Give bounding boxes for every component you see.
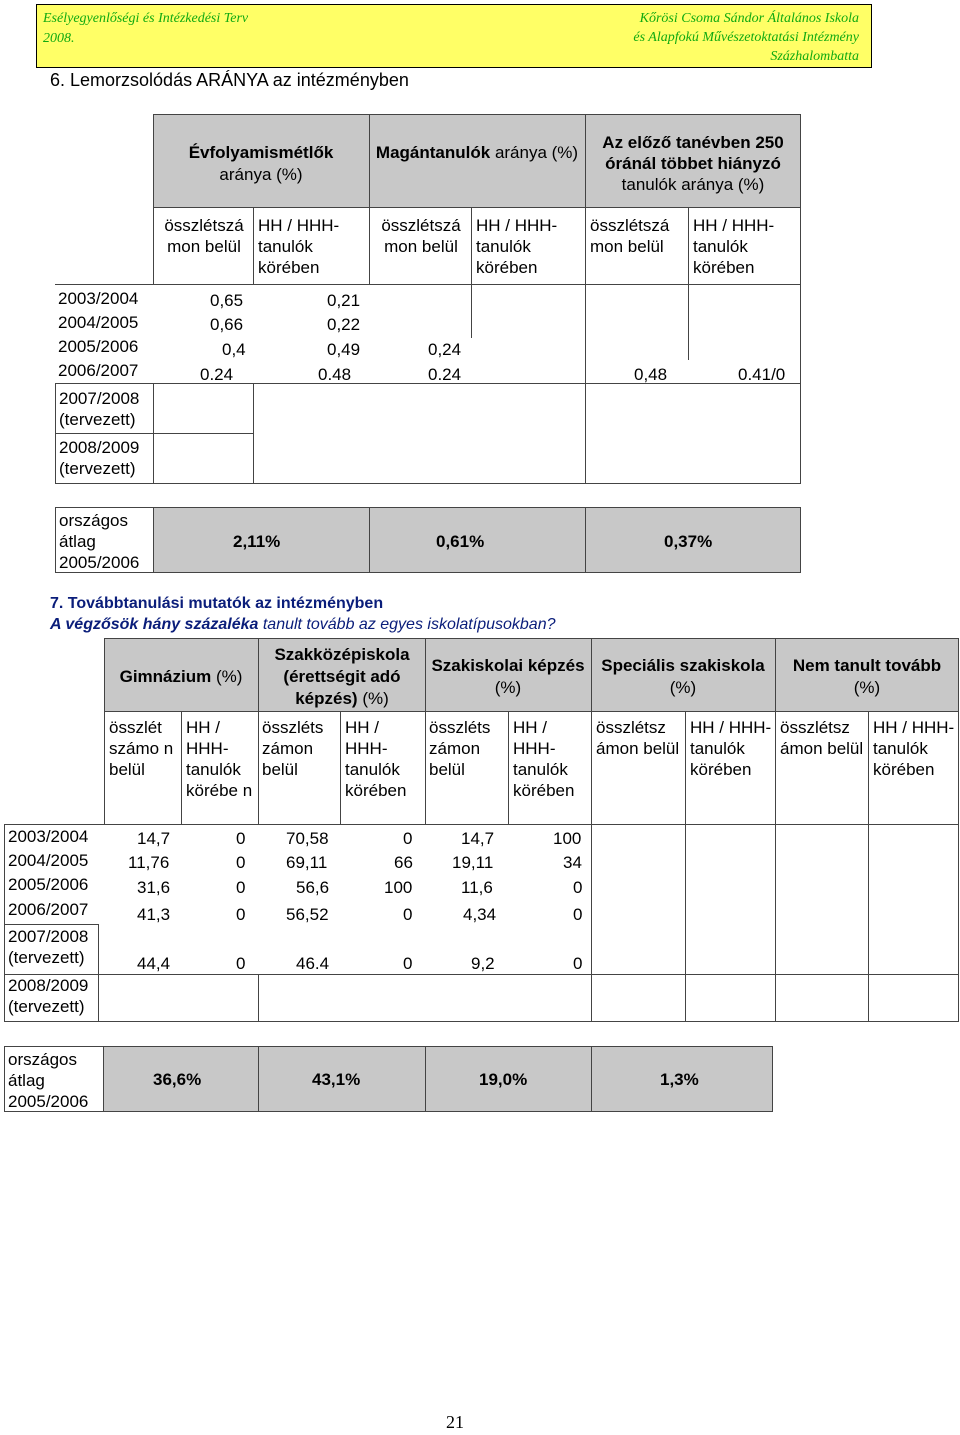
subheader-vs-total: összléts zámon belül xyxy=(262,718,324,779)
t2-cell: 14,7 xyxy=(137,829,171,848)
t1-year-2005: 2005/2006 xyxy=(58,337,139,356)
t2-cell: 56,52 xyxy=(286,905,329,924)
t2-cell: 0 xyxy=(236,905,246,924)
t2-year-2003: 2003/2004 xyxy=(8,827,89,846)
group-header-private-students: Magántanulók aránya (%) xyxy=(375,143,579,162)
t1-national-value: 0,61% xyxy=(436,532,485,551)
header-school-name: Kőrösi Csoma Sándor Általános Iskola xyxy=(639,11,859,26)
t1-cell: 0,22 xyxy=(327,315,361,334)
group-header-gymnasium: Gimnázium (%) xyxy=(119,667,243,686)
document-header xyxy=(36,4,872,68)
subheader-voc-total: összléts zámon belül xyxy=(429,718,491,779)
t2-year-2005: 2005/2006 xyxy=(8,875,89,894)
t1-national-value: 0,37% xyxy=(664,532,713,551)
t2-national-value: 43,1% xyxy=(312,1070,361,1089)
t1-cell: 0,48 xyxy=(634,365,668,384)
page-number: 21 xyxy=(446,1412,464,1432)
t1-cell: 0.48 xyxy=(318,365,352,384)
t2-cell: 100 xyxy=(553,829,582,848)
t2-cell: 11,76 xyxy=(128,853,170,872)
t1-year-2004: 2004/2005 xyxy=(58,313,139,332)
t2-national-label: országos átlag 2005/2006 xyxy=(8,1050,89,1111)
t1-year-2003: 2003/2004 xyxy=(58,289,139,308)
t2-cell: 11,6 xyxy=(461,878,493,897)
header-year: 2008. xyxy=(43,31,75,46)
group-header-absent-students: Az előző tanévben 250 óránál többet hiányzó tanulók aránya (%) xyxy=(602,133,784,194)
t2-cell: 0 xyxy=(573,878,583,897)
t2-year-2004: 2004/2005 xyxy=(8,851,89,870)
group-header-special-vocational: Speciális szakiskola (%) xyxy=(601,656,765,697)
subheader-none-hh: HH / HHH- tanulók körében xyxy=(873,718,955,779)
subheader-hh-3: HH / HHH- tanulók körében xyxy=(693,216,775,277)
t1-year-2008: 2008/2009 (tervezett) xyxy=(59,438,140,478)
t2-cell: 0 xyxy=(236,954,246,973)
t1-cell: 0.41/0 xyxy=(738,365,786,384)
subheader-total-2: összlétszá mon belül xyxy=(381,216,461,256)
t2-cell: 9,2 xyxy=(471,954,495,973)
t2-cell: 14,7 xyxy=(461,829,495,848)
subheader-gym-total: összlét számo n belül xyxy=(109,718,174,779)
t1-cell: 0.24 xyxy=(428,365,462,384)
t2-cell: 44,4 xyxy=(137,954,171,973)
t2-cell: 0 xyxy=(403,829,413,848)
subheader-total-1: összlétszá mon belül xyxy=(164,216,244,256)
subheader-voc-hh: HH / HHH- tanulók körében xyxy=(513,718,575,800)
t2-year-2006: 2006/2007 xyxy=(8,900,89,919)
t2-year-2008: 2008/2009 (tervezett) xyxy=(8,976,89,1016)
header-plan-title: Esélyegyenlőségi és Intézkedési Terv xyxy=(43,11,249,26)
section2-title: 7. Továbbtanulási mutatók az intézményben xyxy=(50,595,384,612)
t2-cell: 4,34 xyxy=(463,905,497,924)
t2-cell: 34 xyxy=(563,853,582,872)
t2-national-value: 19,0% xyxy=(479,1070,528,1089)
section2-subtitle: A végzősök hány százaléka tanult tovább az egyes iskolatípusokban? xyxy=(50,616,556,633)
t2-cell: 66 xyxy=(394,853,413,872)
subheader-hh-1: HH / HHH- tanulók körében xyxy=(258,216,340,277)
subheader-total-3: összlétszá mon belül xyxy=(590,216,670,256)
t2-national-value: 1,3% xyxy=(660,1070,699,1089)
t2-year-2007: 2007/2008 (tervezett) xyxy=(8,927,89,967)
group-header-repeaters: Évfolyamismétlők aránya (%) xyxy=(188,143,334,184)
t1-cell: 0,65 xyxy=(210,291,244,310)
t2-cell: 41,3 xyxy=(137,905,171,924)
t1-cell: 0,24 xyxy=(428,340,462,359)
t2-cell: 0 xyxy=(236,829,246,848)
t2-cell: 46.4 xyxy=(296,954,330,973)
section1-title: 6. Lemorzsolódás ARÁNYA az intézményben xyxy=(50,70,409,90)
t1-cell: 0,66 xyxy=(210,315,244,334)
subheader-vs-hh: HH / HHH- tanulók körében xyxy=(345,718,407,800)
subheader-spec-hh: HH / HHH- tanulók körében xyxy=(690,718,772,779)
t1-cell: 0.24 xyxy=(200,365,234,384)
group-header-vocational-school: Szakiskolai képzés (%) xyxy=(431,656,585,697)
subheader-gym-hh: HH / HHH- tanulók körébe n xyxy=(186,718,253,800)
t2-cell: 0 xyxy=(573,905,583,924)
t2-cell: 56,6 xyxy=(296,878,330,897)
t1-cell: 0,4 xyxy=(222,340,246,359)
t2-cell: 70,58 xyxy=(286,829,329,848)
t2-cell: 0 xyxy=(236,853,246,872)
t2-cell: 0 xyxy=(403,954,413,973)
group-header-no-further-study: Nem tanult tovább (%) xyxy=(792,656,942,697)
t2-cell: 100 xyxy=(384,878,413,897)
subheader-none-total: összlétsz ámon belül xyxy=(780,718,864,758)
t2-cell: 19,11 xyxy=(452,853,494,872)
t2-cell: 31,6 xyxy=(137,878,171,897)
header-city: Százhalombatta xyxy=(770,49,859,64)
t1-year-2007: 2007/2008 (tervezett) xyxy=(59,389,140,429)
t2-cell: 0 xyxy=(573,954,583,973)
header-school-name-2: és Alapfokú Művészetoktatási Intézmény xyxy=(633,30,859,45)
subheader-spec-total: összlétsz ámon belül xyxy=(596,718,680,758)
t1-cell: 0,21 xyxy=(327,291,361,310)
t2-national-value: 36,6% xyxy=(153,1070,202,1089)
t2-cell: 0 xyxy=(236,878,246,897)
t2-cell: 69,11 xyxy=(286,853,328,872)
t1-cell: 0,49 xyxy=(327,340,361,359)
subheader-hh-2: HH / HHH- tanulók körében xyxy=(476,216,558,277)
t1-year-2006: 2006/2007 xyxy=(58,361,139,380)
group-header-vocational-secondary: Szakközépiskola (érettségit adó képzés) (%) xyxy=(274,645,410,708)
t2-cell: 0 xyxy=(403,905,413,924)
t1-national-label: országos átlag 2005/2006 xyxy=(59,511,140,572)
t1-national-value: 2,11% xyxy=(233,532,281,551)
